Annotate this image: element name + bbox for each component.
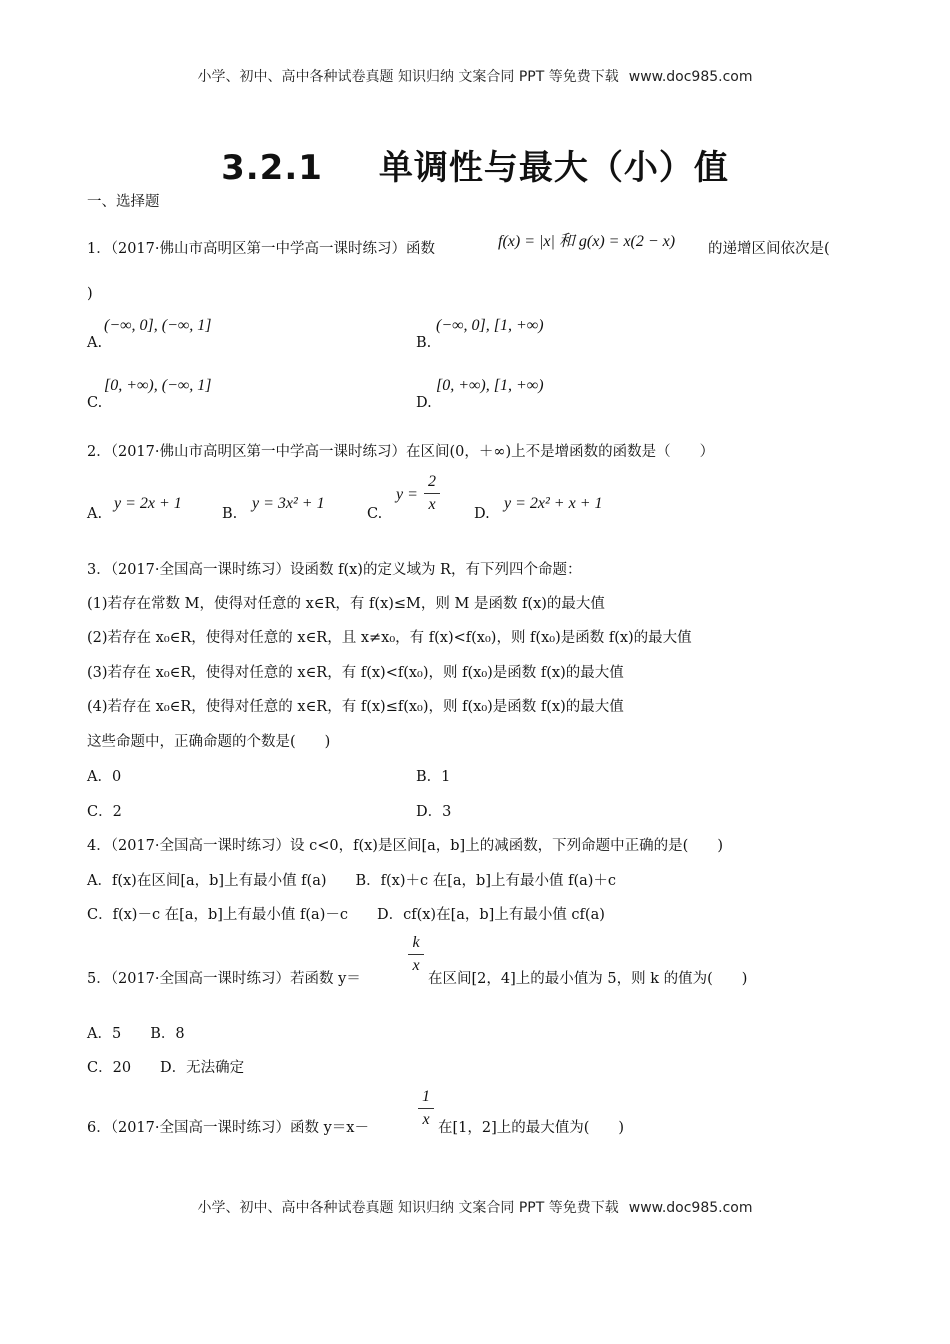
q4-options-row-1: A．f(x)在区间[a，b]上有最小值 f(a) B．f(x)＋c 在[a，b]上有最小值 f(a)＋c <box>87 873 617 889</box>
header-site: www.doc985.com <box>628 69 753 85</box>
header-text: 小学、初中、高中各种试卷真题 知识归纳 文案合同 PPT 等免费下载 <box>197 69 619 85</box>
q3-question: 这些命题中，正确命题的个数是( ) <box>87 734 331 750</box>
q1-option-d-label: D. <box>416 395 432 411</box>
q3-option-a: A．0 <box>87 769 122 785</box>
q1-tail: 的递增区间依次是( <box>708 241 830 257</box>
q3-stem: 3．（2017·全国高一课时练习）设函数 f(x)的定义域为 R，有下列四个命题： <box>87 562 582 578</box>
q1-option-c-label: C. <box>87 395 103 411</box>
q2-option-c-numerator: 2 <box>428 473 436 490</box>
q2-option-d-label: D. <box>474 506 490 522</box>
q1-stem: 1．（2017·佛山市高明区第一中学高一课时练习）函数 <box>87 241 435 257</box>
q6-denominator: x <box>422 1111 430 1128</box>
q2-option-a: y = 2x + 1 <box>114 495 182 512</box>
q2-stem: 2．（2017·佛山市高明区第一中学高一课时练习）在区间(0，＋∞)上不是增函数的函数是（ ） <box>87 444 715 460</box>
footer-text: 小学、初中、高中各种试卷真题 知识归纳 文案合同 PPT 等免费下载 <box>197 1200 619 1216</box>
q6-stem: 6．（2017·全国高一课时练习）函数 y＝x－ <box>87 1120 369 1136</box>
page-title <box>0 140 950 189</box>
q3-proposition-2: (2)若存在 x₀∈R，使得对任意的 x∈R，且 x≠x₀，有 f(x)<f(x₀)，则 f(x₀)是函数 f(x)的最大值 <box>87 630 692 646</box>
footer-site: www.doc985.com <box>628 1200 753 1216</box>
q6-fraction <box>418 1088 434 1129</box>
q5-denominator: x <box>412 957 420 974</box>
q1-option-a: (−∞, 0], (−∞, 1] <box>104 317 212 334</box>
q3-option-b: B．1 <box>416 769 451 785</box>
q1-function: f(x) = |x| 和 g(x) = x(2 − x) <box>498 233 676 250</box>
q2-option-b: y = 3x² + 1 <box>252 495 325 512</box>
q6-tail: 在[1，2]上的最大值为( ) <box>438 1120 625 1136</box>
q2-option-b-label: B. <box>222 506 238 522</box>
q1-option-b: (−∞, 0], [1, +∞) <box>436 317 544 334</box>
q2-option-c-lhs: y = <box>396 486 418 503</box>
q1-option-d: [0, +∞), [1, +∞) <box>436 377 544 394</box>
q2-option-a-label: A. <box>87 506 103 522</box>
q3-proposition-1: (1)若存在常数 M，使得对任意的 x∈R，有 f(x)≤M，则 M 是函数 f(x)的最大值 <box>87 596 605 612</box>
q4-options-row-2: C．f(x)－c 在[a，b]上有最小值 f(a)－c D．cf(x)在[a，b]上有最小值 cf(a) <box>87 907 605 923</box>
section-heading: 一、选择题 <box>87 194 160 210</box>
q1-close: ) <box>87 286 93 302</box>
q5-fraction <box>408 934 424 975</box>
q6-numerator: 1 <box>422 1088 430 1105</box>
fraction-bar <box>424 493 440 494</box>
q5-stem: 5．（2017·全国高一课时练习）若函数 y＝ <box>87 971 361 987</box>
q3-option-d: D．3 <box>416 804 452 820</box>
q5-numerator: k <box>412 934 420 951</box>
q5-options-row-1: A．5 B．8 <box>87 1026 185 1042</box>
q1-option-b-label: B. <box>416 335 432 351</box>
q5-options-row-2: C．20 D．无法确定 <box>87 1060 245 1076</box>
fraction-bar <box>418 1108 434 1109</box>
q4-stem: 4．（2017·全国高一课时练习）设 c<0，f(x)是区间[a，b]上的减函数，下列命题中正确的是( ) <box>87 838 724 854</box>
q1-option-a-label: A. <box>87 335 103 351</box>
page-footer <box>0 1197 950 1217</box>
q5-tail: 在区间[2，4]上的最小值为 5，则 k 的值为( ) <box>428 971 748 987</box>
title-text: 单调性与最大（小）值 <box>378 148 729 188</box>
q3-proposition-4: (4)若存在 x₀∈R，使得对任意的 x∈R，有 f(x)≤f(x₀)，则 f(x₀)是函数 f(x)的最大值 <box>87 699 624 715</box>
q2-option-c-label: C. <box>367 506 383 522</box>
q3-option-c: C．2 <box>87 804 122 820</box>
title-number: 3.2.1 <box>221 148 323 188</box>
fraction-bar <box>408 954 424 955</box>
q2-option-d: y = 2x² + x + 1 <box>504 495 603 512</box>
q3-proposition-3: (3)若存在 x₀∈R，使得对任意的 x∈R，有 f(x)<f(x₀)，则 f(x₀)是函数 f(x)的最大值 <box>87 665 624 681</box>
q1-option-c: [0, +∞), (−∞, 1] <box>104 377 212 394</box>
q2-option-c-fraction <box>424 473 440 514</box>
q2-option-c-denominator: x <box>428 496 436 513</box>
page-header <box>0 66 950 86</box>
